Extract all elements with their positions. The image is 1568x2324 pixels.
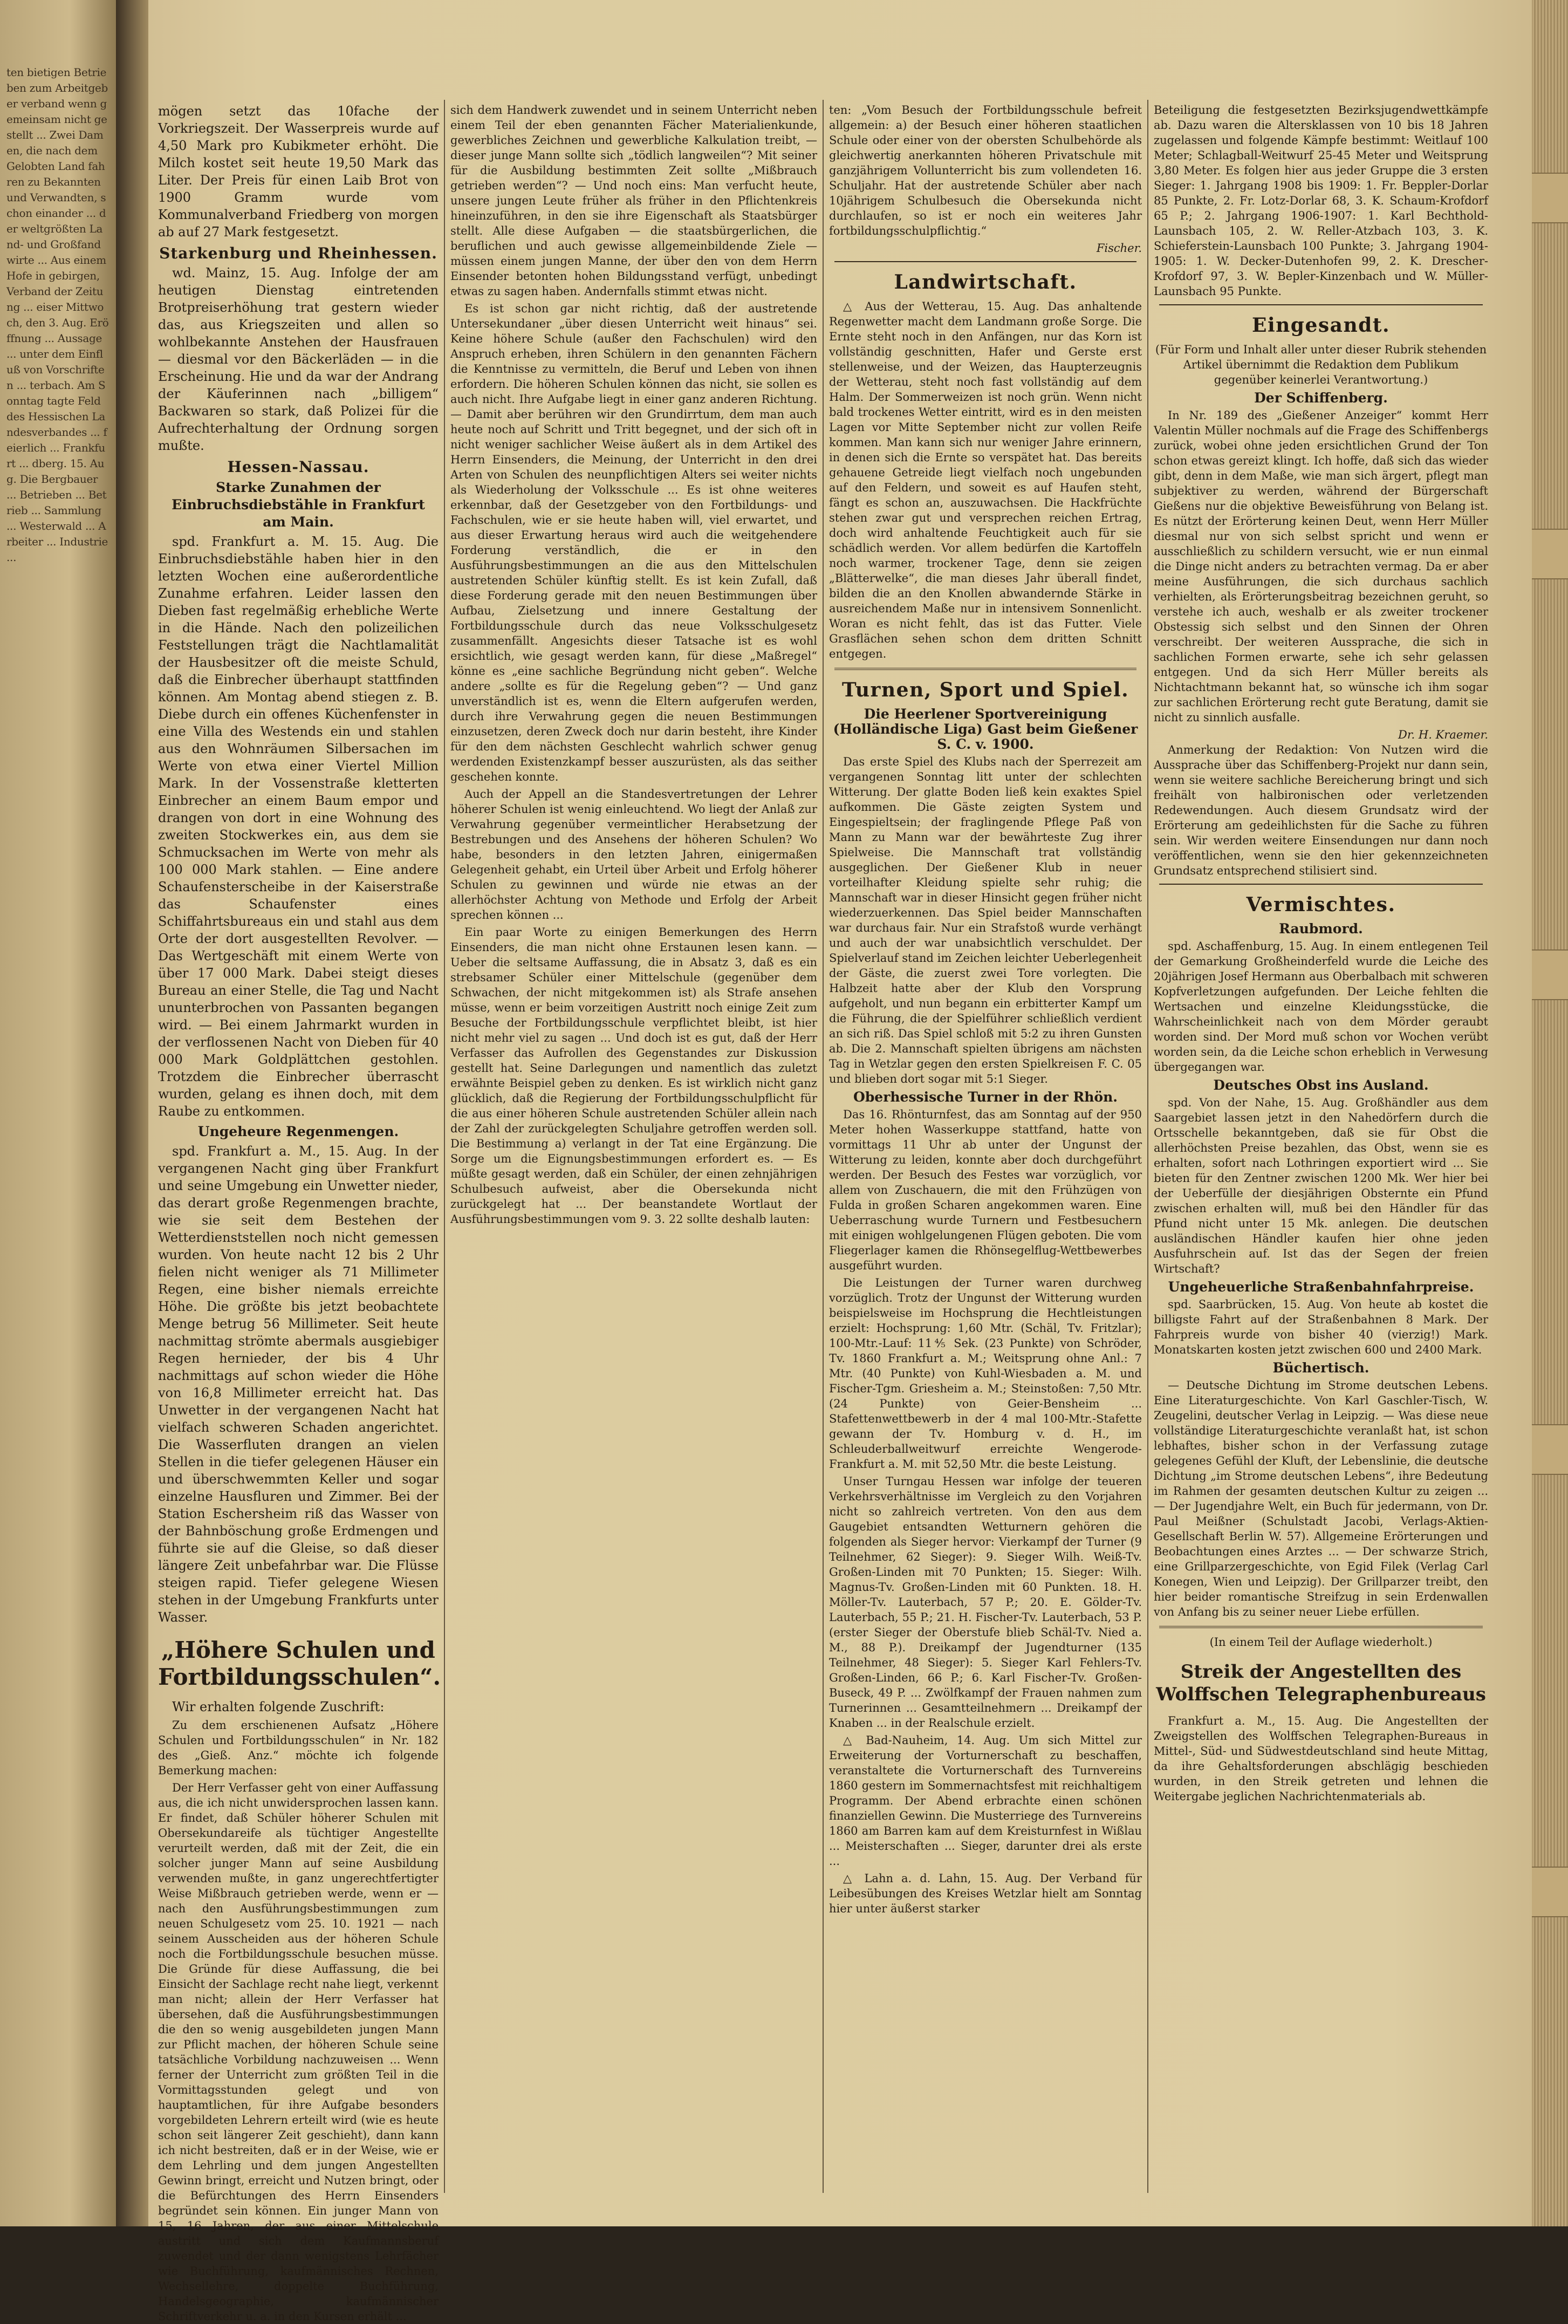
raubmord-paragraph: spd. Aschaffenburg, 15. Aug. In einem entlegenen Teil der Gemarkung Großheinderfeld wurde die Leiche des 20jährigen Josef Hermann aus Oberbalbach mit schweren Kopfverletzungen aufgefunden. Der Leiche fehlten die Wertsachen und einzelne Kleidungsstücke, die Wahrscheinlichkeit nach von dem Mörder geraubt worden sind. Der Mord muß schon vor Wochen verübt worden sein, da die Leiche schon erheblich in Verwesung übergegangen war. xyxy=(1154,940,1488,1074)
heading-strassenbahn: Ungeheuerliche Straßenbahnfahrpreise. xyxy=(1168,1279,1474,1295)
divider xyxy=(1159,304,1483,305)
turngau-paragraph: Unser Turngau Hessen war infolge der teueren Verkehrsverhältnisse im Vergleich zu den Vorjahren nicht so zahlreich vertreten. Von den aus dem Gaugebiet entsandten Wetturnern gehören die folgenden als Sieger hervor: Vierkampf der Turner (9 Teilnehmer, 62 Sieger): 9. Sieger Wilh. Weiß-Tv. Großen-Linden mit 70 Punkten; 15. Sieger: Wilh. Magnus-Tv. Großen-Linden mit 60 Punkten. 18. H. Möller-Tv. Lauterbach, 57 P.; 20. E. Gölder-Tv. Lauterbach, 55 P.; 21. H. Fischer-Tv. Lauterbach, 53 P. (erster Sieger der Oberstufe blieb Schäl-Tv. Nied a. M., 88 P.). Dreikampf der Jugendturner (135 Teilnehmer, 48 Sieger): 5. Sieger Karl Fehlers-Tv. Großen-Linden, 66 P.; 6. Karl Fischer-Tv. Großen-Buseck, 49 P. ... Zwölfkampf der Frauen nahmen zum Turnerinnen ... Gesamtteilnehmern ... Dreikampf der Knaben ... in der Realschule erzielt. xyxy=(829,1475,1142,1730)
column-1 xyxy=(158,102,441,2323)
heading-hoehere-schulen: „Höhere Schulen und Fortbildungsschulen“. xyxy=(158,1637,441,1690)
book-gutter xyxy=(116,0,148,2226)
heading-vermischtes: Vermischtes. xyxy=(1246,893,1396,916)
page-tab xyxy=(1532,1424,1568,1475)
heading-eingesandt: Eingesandt. xyxy=(1252,314,1390,337)
lauten-paragraph: ten: „Vom Besuch der Fortbildungsschule befreit allgemein: a) der Besuch einer höheren staatlichen Schule oder einer von der obersten Schulbehörde als gleichwertig anerkannten höheren Privatschule mit ganzjährigem Vollunterricht bis zum vollendeten 16. Schuljahr. Hat der austretende Schüler aber nach 10jährigem Schulbesuch die Obersekunda nicht durchlaufen, so ist er noch ein weiteres Jahr fortbildungsschulpflichtig.“ xyxy=(829,104,1142,237)
beteiligung-paragraph: Beteiligung die festgesetzten Bezirksjugendwettkämpfe ab. Dazu waren die Altersklassen von 10 bis 18 Jahren zugelassen und folgende Kämpfe bestimmt: Weitlauf 100 Meter; Schlagball-Weitwurf 25-45 Meter und Weitsprung 3,80 Meter. Es folgen hier aus jeder Gruppe die 3 ersten Sieger: 1. Jahrgang 1908 bis 1909: 1. Fr. Beppler-Dorlar 85 Punkte, 2. Fr. Lotz-Dorlar 68, 3. K. Schaum-Krofdorf 65 P.; 2. Jahrgang 1906-1907: 1. Karl Bechthold-Launsbach 105, 2. W. Reller-Atzbach 103, 3. K. Schieferstein-Launsbach 100 Punkte; 3. Jahrgang 1904-1905: 1. W. Decker-Dutenhofen 99, 2. K. Drescher-Krofdorf 97, 3. W. Bepler-Kinzenbach und W. Müller-Launsbach 95 Punkte. xyxy=(1154,104,1488,298)
heading-starkenburg: Starkenburg und Rheinhessen. xyxy=(159,244,437,262)
column-rule-1 xyxy=(444,100,445,2193)
page-tab xyxy=(1532,949,1568,1000)
heading-turnen-sport: Turnen, Sport und Spiel. xyxy=(841,679,1129,701)
frankfurt-burglary-paragraph: spd. Frankfurt a. M. 15. Aug. Die Einbruchsdiebstähle haben hier in den letzten Wochen eine außerordentliche Zunahme erfahren. Leider lassen den Dieben fast regelmäßig erhebliche Werte in die Hände. Nach den polizeilichen Feststellungen trägt die Nachtlamalität der Hausbesitzer oft die meiste Schuld, daß die Einbrecher überhaupt stattfinden können. Am Montag abend stiegen z. B. Diebe durch ein offenes Küchenfenster in eine Villa des Westends ein und stahlen aus den Wohnräumen Silbersachen im Werte von etwa einer Viertel Million Mark. In der Vossenstraße kletterten Einbrecher an einem Baum empor und drangen von dort in eine Wohnung des zweiten Stockwerkes ein, aus dem sie Schmucksachen im Werte von mehr als 100 000 Mark stahlen. — Eine andere Schaufensterscheibe in der Kaiserstraße das Schaufenster eines Schiffahrtsbureaus ein und stahl aus dem Orte der dort ausgestellten Revolver. — Das Wertgeschäft mit einem Werte von über 17 000 Mark. Dabei steigt dieses Bureau an einer Stelle, die Tag und Nacht ununterbrochen von Passanten begangen wird. — Bei einem Jahrmarkt wurden in der verflossenen Nacht von Dieben für 40 000 Mark Goldplättchen gestohlen. Trotzdem die Einbrecher überrascht wurden, gelang es ihnen doch, mit dem Raube zu entkommen. xyxy=(158,534,439,1119)
eingesandt-note: (Für Form und Inhalt aller unter dieser Rubrik stehenden Artikel übernimmt die Redaktion dem Publikum gegenüber keinerlei Verantwortung.) xyxy=(1155,343,1487,386)
nauheim-paragraph: △ Bad-Nauheim, 14. Aug. Um sich Mittel zur Erweiterung der Vorturnerschaft zu beschaffen, veranstaltete die Vorturnerschaft des Turnvereins 1860 gestern im Sommernachtsfest mit reichhaltigem Programm. Der Abend erbrachte einen schönen finanziellen Gewinn. Die Musterriege des Turnvereins 1860 am Barren kam auf dem Kreisturnfest in Wißlau ... Meisterschaften ... Sieger, darunter drei als erste ... xyxy=(829,1734,1142,1868)
column-rule-3 xyxy=(1147,100,1148,2193)
aufsatz-paragraph: Zu dem erschienenen Aufsatz „Höhere Schulen und Fortbildungsschulen“ in Nr. 182 des „Gieß. Anz.“ möchte ich folgende Bemerkung machen: xyxy=(158,1719,439,1777)
page-tab xyxy=(1532,1867,1568,1917)
heading-schiffenberg: Der Schiffenberg. xyxy=(1254,390,1388,406)
signature-fischer: Fischer. xyxy=(1096,242,1142,255)
left-facing-page xyxy=(0,0,116,2226)
leistung-paragraph: Die Leistungen der Turner waren durchweg vorzüglich. Trotz der Ungunst der Witterung wurden beispielsweise im Hochsprung die Hechtleistungen erzielt: Hochsprung: 1,60 Mtr. (Schäl, Tv. Fritzlar); 100-Mtr.-Lauf: 11⅘ Sek. (23 Punkte) von Schröder, Tv. 1860 Frankfurt a. M.; Weitsprung ohne Anl.: 7 Mtr. (40 Punkte) von Kuhl-Wiesbaden a. M. und Fischer-Tgm. Griesheim a. M.; Steinstoßen: 7,50 Mtr. (24 Punkte) von Geier-Bensheim ... Stafettenwettbewerb in der 4 mal 100-Mtr.-Stafette gewann der Tv. Homburg v. d. H., im Schleuderballweitwurf erreichte Wengerode-Frankfurt a. M. mit 52,50 Mtr. die beste Leistung. xyxy=(829,1276,1142,1471)
obst-paragraph: spd. Von der Nahe, 15. Aug. Großhändler aus dem Saargebiet lassen jetzt in den Nahedörfern durch die Ortsschelle bekanntgeben, daß sie für Obst die allerhöchsten Preise bezahlen, das Obst, wenn sie es erhalten, sofort nach Lothringen exportiert wird ... Sie bieten für den Zentner zwischen 1200 Mk. Wer hier bei der Ueberfülle der diesjährigen Obsternte ein Pfund zwischen erhalten will, muß bei den Händler für das Pfund nicht unter 15 Mk. anlegen. Die deutschen ausländischen Händler kaufen hier ohne jeden Ausfuhrschein auf. Ist das der Segen der freien Wirtschaft? xyxy=(1154,1096,1488,1275)
worte-paragraph: Ein paar Worte zu einigen Bemerkungen des Herrn Einsenders, die man nicht ohne Erstaunen lesen kann. — Ueber die seltsame Auffassung, die in Absatz 3, daß es ein strebsamer Schüler einer Mittelschule (gegenüber dem Schwachen, der nicht mitgekommen ist) als Strafe ansehen müsse, wenn er beim vorzeitigen Austritt noch einige Zeit zum Besuche der Fortbildungsschule verpflichtet bleibt, ist hier nicht mehr viel zu sagen ... Und doch ist es gut, daß der Herr Verfasser das Aufrollen des Gegenstandes zur Diskussion gestellt hat. Seine Darlegungen und namentlich das zuletzt erwähnte Beispiel geben zu denken. Es ist wirklich nicht ganz glücklich, daß die Regierung der Fortbildungsschulpflicht für die aus einer höheren Schule austretenden Schüler allein nach der Zahl der zurückgelegten Schuljahre getroffen werden soll. Die Bestimmung a) verlangt in der Tat eine Ergänzung. Die Sorge um die Eignungsbestimmungen erfordert es. — Es müßte gesagt werden, daß ein Schüler, der einen zehnjährigen Schulbesuch aufweist, aber die Obersekunda nicht zurückgelegt hat ... Der beanstandete Wortlaut der Ausführungsbestimmungen vom 9. 3. 22 sollte deshalb lauten: xyxy=(450,926,817,1226)
schiffenberg-paragraph: In Nr. 189 des „Gießener Anzeiger“ kommt Herr Valentin Müller nochmals auf die Frage des Schiffenbergs zurück, wobei ohne jeden ersichtlichen Grund der Ton schon etwas gereizt klingt. Ich hoffe, daß sich das wieder gibt, denn in dem Maße, wie man sich ärgert, pflegt man subjektiver zu werden, während der Bürgerschaft Gießens nur die objektive Beweisführung von Belang ist. Es nützt der Erörterung keinen Deut, wenn Herr Müller diesmal nur von sich selbst spricht und wenn er ausschließlich zu schildern versucht, wie er nun einmal die Dinge nicht anders zu betrachten vermag. Da er aber meine Ausführungen, die sich durchaus sachlich verhielten, als Erörterungsbeitrag bezeichnen geruht, so verstehe ich auch, weshalb er als zweiter trockener Obstessig sich selbst und den Sinnen der Ohren verschreibt. Der weiteren Aussprache, die sich in sachlichen Formen erwarte, sehe ich sehr gelassen entgegen. Und da sich Herr Müller bereits als Nichtachtmann bekannt hat, so wünsche ich ihm sogar zur sachlichen Erörterung recht gute Beratung, damit sie nicht zu sinnlich ausfalle. xyxy=(1154,409,1488,724)
heading-obst: Deutsches Obst ins Ausland. xyxy=(1213,1077,1429,1093)
page-tab xyxy=(1532,173,1568,223)
page-stack-edge xyxy=(1532,0,1568,2226)
streik-paragraph: Frankfurt a. M., 15. Aug. Die Angestellten der Zweigstellen des Wolffschen Telegraphen-Bureaus in Mittel-, Süd- und Südwestdeutschland sind heute Mittag, da ihre Gehaltsforderungen abschlägig beschieden wurden, in den Streik getreten und lehnen die Weitergabe jeglichen Nachrichtenmaterials ab. xyxy=(1154,1714,1488,1803)
heading-oberhessische-turner: Oberhessische Turner in der Rhön. xyxy=(853,1089,1118,1105)
lahn-paragraph: △ Lahn a. d. Lahn, 15. Aug. Der Verband für Leibesübungen des Kreises Wetzlar hielt am Sonntag hier unter äußerst starker xyxy=(829,1872,1142,1915)
redaktion-note: Anmerkung der Redaktion: Von Nutzen wird die Aussprache über das Schiffenberg-Projekt nur dann sein, wenn sie weitere sachliche Bereicherung bringt und sich freihält von halbironischen oder verletzenden Redewendungen. Auch diesem Grundsatz wird der Erörterung am gedeihlichsten für die Sache zu führen sein. Wir werden weitere Einsendungen nur dann noch veröffentlichen, wenn sie den hier gekennzeichneten Grundsatz entsprechend stilisiert sind. xyxy=(1154,743,1488,877)
double-divider xyxy=(834,668,1136,670)
verfasser-paragraph: Der Herr Verfasser geht von einer Auffassung aus, die ich nicht unwidersprochen lassen kann. Er findet, daß Schüler höherer Schulen mit Obersekundareife als tüchtiger Angestellte verurteilt werden, daß mit der Zeit, die ein solcher junger Mann auf seine Ausbildung verwenden mußte, in ganz ungerechtfertigter Weise Mißbrauch getrieben werde, wenn er — nach den Ausführungsbestimmungen zum neuen Schulgesetz vom 25. 10. 1921 — nach seinem Ausscheiden aus der höheren Schule noch die Fortbildungsschule besuchen müsse. Die Gründe für diese Auffassung, die bei Einsicht der Sachlage recht nahe liegt, verkennt man nicht; allein der Herr Verfasser hat übersehen, daß die Ausführungsbestimmungen die den so wenig ausgebildeten jungen Mann zur Pflicht machen, der höheren Schule seine tatsächliche Vorbildung nachzuweisen ... Wenn ferner der Unterricht zum größten Teil in die Vormittagsstunden gelegt und von hauptamtlichen, für ihre Aufgabe besonders vorgebildeten Lehrern erteilt wird (wie es heute schon seit längerer Zeit geschieht), dann kann ich nicht bestreiten, daß er in der Weise, wie er dem Lehrling und dem jungen Angestellten Gewinn bringt, erreicht und Nutzen bringt, oder die Befürchtungen des Herrn Einsenders begründet sein können. Ein junger Mann von 15, 16 Jahren, der aus einer Mittelschule austritt und sich dem Kaufmannsberuf zuwendet und der dann wenigstens Lehrfächer wie Buchführung, kaufmännisches Rechnen, Wechsellehre, doppelte Buchführung, Handelsgeographie, kaufmännischer Schriftverkehr u. a. in den Kursen erhält ... xyxy=(158,1781,439,2323)
mainz-paragraph: wd. Mainz, 15. Aug. Infolge der am heutigen Dienstag eintretenden Brotpreiserhöhung trat gestern wieder das, aus Kriegszeiten und allen so wohlbekannte Anstehen der Hausfrauen — diesmal vor den Bäckerläden — in die Erscheinung. Hie und da war der Andrang der Käuferinnen nach „billigem“ Backwaren so stark, daß Polizei für die Aufrechterhaltung der Ordnung sorgen mußte. xyxy=(158,265,439,453)
handwerk-paragraph: sich dem Handwerk zuwendet und in seinem Unterricht neben einem Teil der eben genannten Fächer Materialienkunde, gewerbliches Zeichnen und gewerbliche Kalkulation treibt, — dieser junge Mann sollte sich „tödlich langweilen“? Mit seiner für die Ausbildung bestimmten Zeit sollte „Mißbrauch getrieben werden“? — Und noch eins: Man verfucht heute, unsere jungen Leute früher als früher in den Pflichtenkreis hineinzuführen, in den sie ihre Eigenschaft als Staatsbürger stellt. Alle diese Aufgaben — die staatsbürgerlichen, die beruflichen und auch gewisse allgemeinbildende Ziele — müssen einem jungen Manne, der über den von dem Herrn Einsender betonten hohen Bildungsstand verfügt, unbedingt etwas zu sagen haben. Andernfalls stimmt etwas nicht. xyxy=(450,104,817,298)
newspaper-page xyxy=(148,0,1532,2323)
heading-sportvereinigung: Die Heerlener Sportvereinigung (Holländische Liga) Gast beim Gießener S. C. v. 1900. xyxy=(833,706,1138,752)
appell-paragraph: Auch der Appell an die Standesvertretungen der Lehrer höherer Schulen ist wenig einleuchtend. Wo liegt der Anlaß zur Verwahrung gegenüber vermeintlicher Herabsetzung der Bestrebungen und des Ansehens der höheren Schulen? Wo habe, besonders in den letzten Jahren, einigermaßen Gelegenheit gehabt, ein Urteil über Arbeit und Erfolg höherer Schulen zu gewinnen und würde nie etwas an der allerhöchster Achtung von Methode und Erfolg der Arbeit sprechen können ... xyxy=(450,788,817,921)
rhoen-paragraph: Das 16. Rhönturnfest, das am Sonntag auf der 950 Meter hohen Wasserkuppe stattfand, hatte von vormittags 11 Uhr ab unter der Ungunst der Witterung zu leiden, konnte aber doch durchgeführt werden. Der Besuch des Festes war vorzüglich, vor allem von Zuschauern, die mit den Frühzügen von Fulda in großen Scharen angekommen waren. Eine Ueberraschung wurde Turnern und Festbesuchern mit einigen wohlgelungenen Flügen geboten. Die vom Fliegerlager kamen die Rhönsegelflug-Wettbewerbes ausgeführt wurden. xyxy=(829,1108,1142,1272)
divider xyxy=(1159,884,1483,885)
column-4 xyxy=(1154,102,1488,2196)
strassenbahn-paragraph: spd. Saarbrücken, 15. Aug. Von heute ab kostet die billigste Fahrt auf der Straßenbahnen 8 Mark. Der Fahrpreis wurde von bisher 40 (vierzig!) Mark. Monatskarten kosten jetzt zwischen 600 und 2400 Mark. xyxy=(1154,1298,1488,1356)
auflage-note: (In einem Teil der Auflage wiederholt.) xyxy=(1209,1636,1433,1649)
heading-raubmord: Raubmord. xyxy=(1279,921,1363,937)
heading-landwirtschaft: Landwirtschaft. xyxy=(894,271,1077,293)
page-tab xyxy=(1532,529,1568,579)
heading-buechertisch: Büchertisch. xyxy=(1272,1360,1370,1376)
heading-einbruch: Starke Zunahmen der Einbruchsdiebstähle in Frankfurt am Main. xyxy=(172,480,425,530)
heading-regenmengen: Ungeheure Regenmengen. xyxy=(197,1124,399,1139)
richtig-paragraph: Es ist schon gar nicht richtig, daß der austretende Untersekundaner „über diesen Unterricht weit hinaus“ sei. Keine höhere Schule (außer den Fachschulen) wird den Anspruch erheben, ihren Schülern in den genannten Fächern die Kenntnisse zu vermitteln, die Beruf und Leben von ihnen erfordern. Die höheren Schulen können das nicht, sie sollen es auch nicht. Ihre Aufgabe liegt in einer ganz anderen Richtung. — Damit aber berühren wir den Grundirrtum, dem man auch heute noch auf Schritt und Tritt begegnet, und der sich oft in nicht weniger sachlicher Weise äußert als in dem Artikel des Herrn Einsenders, die Meinung, der Unterricht in den drei Arten von Schulen des neunpflichtigen Alters sei weiter nichts als Wiederholung der Volksschule ... Es ist ohne weiteres erkennbar, daß der Gesetzgeber von den Fortbildungs- und Fachschulen, wie er sie heute haben will, viel erwartet, und aus dieser Erwartung heraus wird auch die weitgehendere Forderung verständlich, die er in den Ausführungsbestimmungen an die aus den Mittelschulen austretenden Schüler künftig stellt. Es ist kein Zufall, daß diese Forderung gerade mit den neuen Bestimmungen über Aufbau, Zielsetzung und innere Gestaltung der Fortbildungsschule durch das neue Volksschulgesetz zusammenfällt. Angesichts dieser Tatsache ist es wohl ersichtlich, wie gesagt werden kann, für diese „Maßregel“ könne es „eine sachliche Begründung nicht geben“. Welche andere „sollte es für die Regelung geben“? — Und ganz unverständlich ist es, wenn die Eltern aufgerufen werden, durch ihre Verwahrung gegen die neuen Bestimmungen einzusetzen, deren Zweck doch nur darin besteht, ihre Kinder für den dem nächsten Geschlecht wahrlich schwer genug werdenden Existenzkampf besser auszurüsten, als das seither geschehen konnte. xyxy=(450,302,817,783)
heading-hessen-nassau: Hessen-Nassau. xyxy=(227,458,369,476)
column-2 xyxy=(450,102,817,2196)
signature-kraemer: Dr. H. Kraemer. xyxy=(1398,728,1488,741)
rain-paragraph: spd. Frankfurt a. M., 15. Aug. In der vergangenen Nacht ging über Frankfurt und seine Umgebung ein Unwetter nieder, das derart große Regenmengen brachte, wie sie seit dem Bestehen der Wetterdienststellen noch nicht gemessen wurden. Von heute nacht 12 bis 2 Uhr fielen nicht weniger als 71 Millimeter Regen, eine bisher niemals erreichte Höhe. Die größte bis jetzt beobachtete Menge betrug 56 Millimeter. Seit heute nachmittag strömte abermals ausgiebiger Regen hernieder, der bis 4 Uhr nachmittags auf schon wieder die Höhe von 16,8 Millimeter erreicht hat. Das Unwetter in der vergangenen Nacht hat vielfach schweren Schaden angerichtet. Die Wasserfluten drangen an vielen Stellen in die tiefer gelegenen Häuser ein und überschwemmten Keller und sogar einzelne Hausfluren und Zimmer. Bei der Station Eschersheim riß das Wasser von der Bahnböschung große Erdmengen und führte sie auf die Gleise, so daß dieser längere Zeit unbefahrbar war. Die Flüsse steigen rapid. Tiefer gelegene Wiesen stehen in der Umgebung Frankfurts unter Wasser. xyxy=(158,1144,439,1625)
zuschrift-intro: Wir erhalten folgende Zuschrift: xyxy=(172,1699,385,1714)
double-divider xyxy=(1159,1626,1483,1628)
sport-paragraph: Das erste Spiel des Klubs nach der Sperrezeit am vergangenen Sonntag litt unter der schlechten Witterung. Der glatte Boden ließ kein exaktes Spiel aufkommen. Die Gäste zeigten System und Eingespieltsein; der fraglingende Pflege Paß von Mann zu Mann war der bewährteste Zug ihrer Spielweise. Die Mannschaft trat vollständig ausgeglichen. Der Gießener Klub in neuer vorteilhafter Kleidung spielte sehr ruhig; die Mannschaft war in dieser Hinsicht gegen früher nicht wiederzuerkennen. Das Spiel beider Mannschaften war durchaus fair. Nur ein Strafstoß wurde verhängt und auch der war unabsichtlich verschuldet. Der Spielverlauf stand im Zeichen leichter Ueberlegenheit der Gäste, die zuerst zwei Tore vorlegten. Die Halbzeit hatte aber der Klub den Vorsprung aufgeholt, und nun begann ein erbitterter Kampf um die Führung, die der Spielführer schließlich verdient an sich riß. Das Spiel schloß mit 5:2 zu ihren Gunsten ab. Die 2. Mannschaft spielten übrigens am nächsten Tag in Wetzlar gegen den ersten Spielkreisen F. C. 05 und blieben dort sogar mit 5:1 Sieger. xyxy=(829,755,1142,1085)
divider xyxy=(834,261,1136,262)
heading-streik: Streik der Angestellten des Wolffschen Telegraphenbureaus xyxy=(1156,1661,1486,1705)
column-rule-2 xyxy=(823,100,824,2193)
left-page-fragments: ten bietigen Betrieben zum Arbeitgeber verband wenn gemeinsam nicht gestellt ... Zwei Damen, die nach dem Gelobten Land fahren zu Bekannten und Verwandten, schon einander ... der weltgrößten Land- und Großfandwirte ... Aus einem Hofe in gebirgen, Verband der Zeitung ... eiser Mittwoch, den 3. Aug. Eröffnung ... Aussage ... unter dem Einfluß von Vorschriften ... terbach. Am Sonntag tagte Feld des Hessischen Landesverbandes ... feierlich ... Frankfurt ... dberg. 15. Aug. Die Bergbauer ... Betrieben ... Betrieb ... Sammlung ... Westerwald ... Arbeiter ... Industrie ... xyxy=(6,66,109,564)
buecher-paragraph: — Deutsche Dichtung im Strome deutschen Lebens. Eine Literaturgeschichte. Von Karl Gaschler-Tisch, W. Zeugelini, deutscher Verlag in Leipzig. — Was diese neue vollständige Literaturgeschichte veranlaßt hat, ist schon lebhaftes, bisher schon in der Verfassung zutage gelegenes Gefühl der Kluft, der Lebenslinie, die deutsche Dichtung „im Strome deutschen Lebens“, ihre Bedeutung im Rahmen der gesamten deutschen Kultur zu zeigen ... — Der Jugendjahre Welt, ein Buch für jedermann, von Dr. Paul Meißner (Schulstadt Jacobi, Verlags-Aktien-Gesellschaft Berlin W. 57). Allgemeine Erörterungen und Beobachtungen eines Arztes ... — Der schwarze Strich, eine Grillparzergeschichte, von Egid Filek (Verlag Carl Konegen, Wien und Leipzig). Der Grillparzer treibt, den hier beider romantische Streifzug in sein Erdenwallen von Anfang bis zu seiner neuer Liebe erfüllen. xyxy=(1154,1379,1488,1618)
column-3 xyxy=(829,102,1142,2196)
water-price-paragraph: mögen setzt das 10fache der Vorkriegszeit. Der Wasserpreis wurde auf 4,50 Mark pro Kubikmeter erhöht. Die Milch kostet seit heute 19,50 Mark das Liter. Der Preis für einen Laib Brot von 1900 Gramm wurde vom Kommunalverband Friedberg von morgen ab auf 27 Mark festgesetzt. xyxy=(158,104,439,240)
wetterau-paragraph: △ Aus der Wetterau, 15. Aug. Das anhaltende Regenwetter macht dem Landmann große Sorge. Die Ernte steht noch in den Anfängen, nur das Korn ist vollständig geschnitten, Hafer und Gerste erst stellenweise, und der Weizen, das Haupterzeugnis der Wetterau, steht noch fast vollständig auf dem Halm. Der Sommerweizen ist noch grün. Wenn nicht bald trockenes Wetter eintritt, wird es in den meisten Lagen vor Mitte September nicht zur vollen Reife kommen. Man kann sich nur weniger Jahre erinnern, in denen sich die Ernte so verspätet hat. Das bereits gehauene Getreide liegt vielfach noch ungebunden auf den Feldern, und soweit es auf Haufen steht, fängt es schon an, auszuwachsen. Die Hackfrüchte stehen zwar gut und versprechen reichen Ertrag, doch wird anhaltende Feuchtigkeit auch für sie schädlich werden. Vor allem bedürfen die Kartoffeln noch warmer, trockener Tage, denn sie zeigen „Blätterwelke“, die man dieses Jahr überall findet, bilden die an den Knollen abwandernde Stärke in ausreichendem Maße nur in intensivem Sonnenlicht. Woran es nicht fehlt, das ist das Futter. Viele Grasflächen sehen schon dem dritten Schnitt entgegen. xyxy=(829,300,1142,660)
